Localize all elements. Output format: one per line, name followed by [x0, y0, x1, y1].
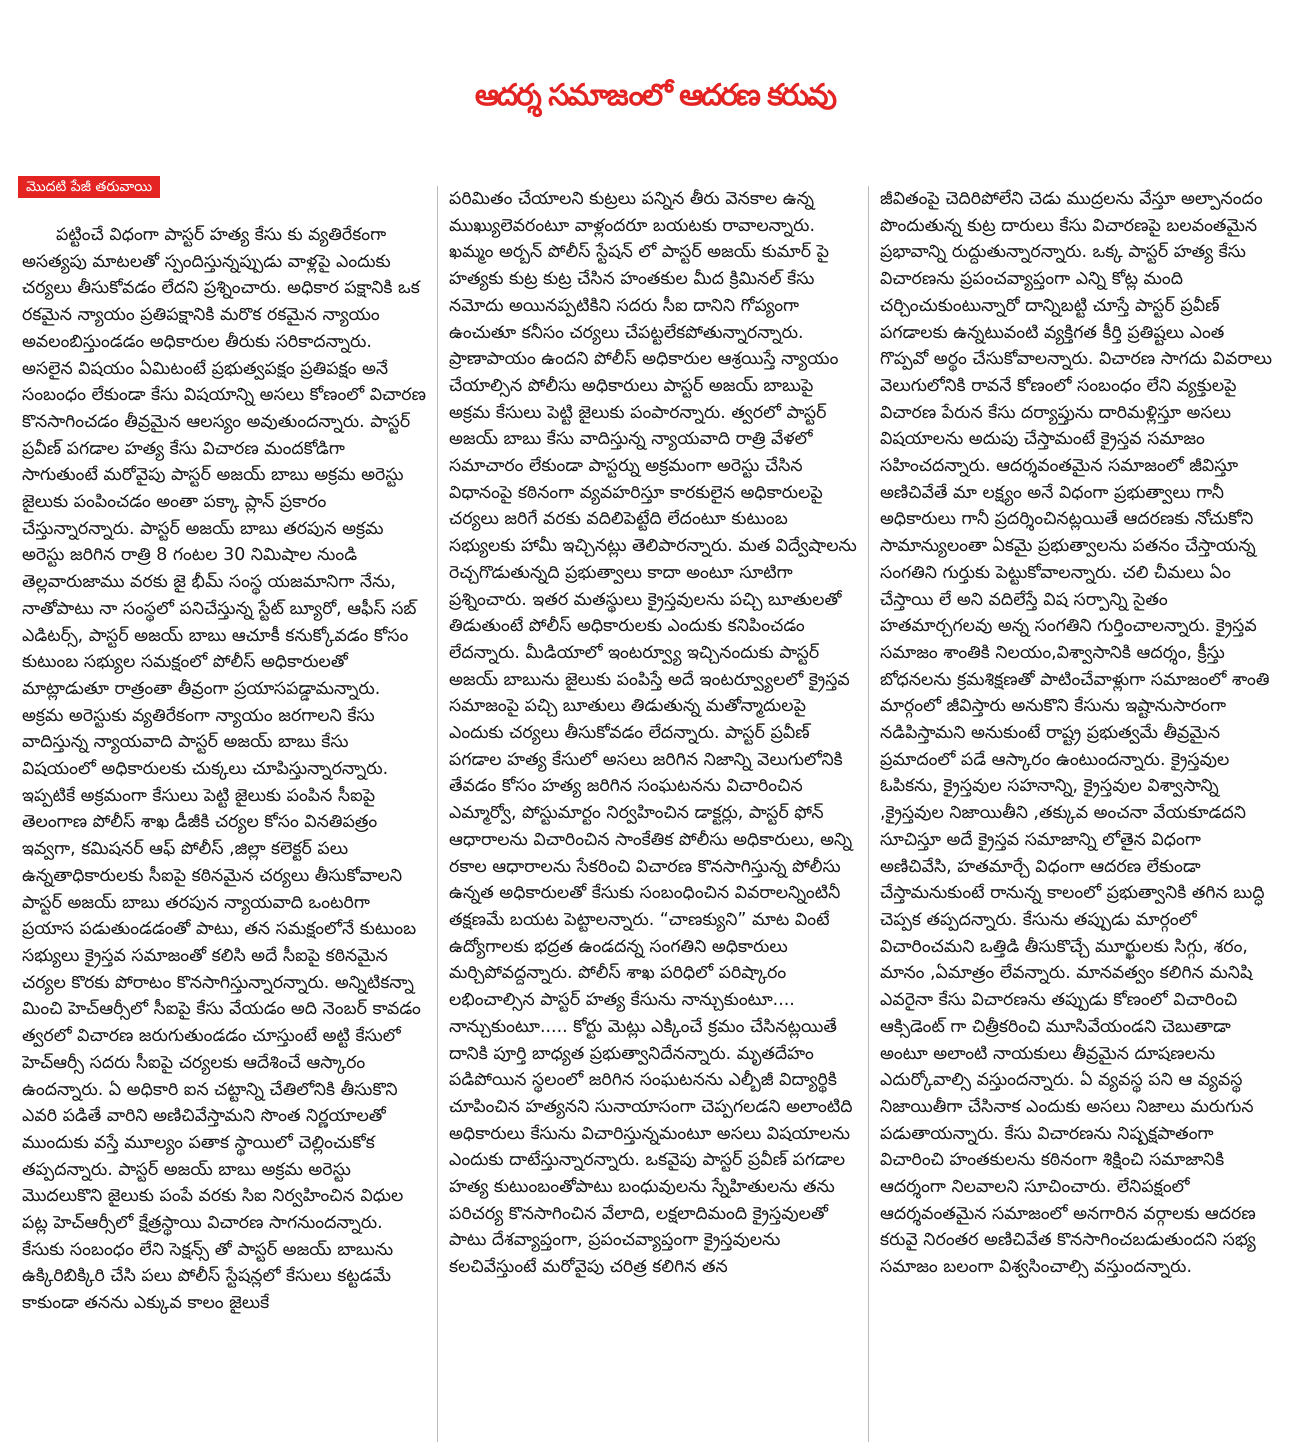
article-column-3: జీవితంపై చెదిరిపోలేని చెడు ముద్రలను వేస్తూ అల్పానందం పొందుతున్న కుట్ర దారులు కేసు విచారణపై బలవంతమైన ప్రభావాన్ని రుద్దుతున్నారన్నారు. ఒక్క పాస్టర్ హత్య కేసు విచారణను ప్రపంచవ్యాప్తంగా ఎన్ని కోట్ల మంది చర్చించుకుంటున్నారో దాన్నిబట్టి చూస్తే పాస్టర్ ప్రవీణ్ పగడాలకు ఉన్నటువంటి వ్యక్తిగత కీర్తి ప్రతిష్టలు ఎంత గొప్పవో అర్థం చేసుకోవాలన్నారు. విచారణ సాగదు వివరాలు వెలుగులోనికి రావనే కోణంలో సంబంధం లేని వ్యక్తులపై విచారణ పేరున కేసు దర్యాప్తును దారిమళ్లిస్తూ అసలు విషయాలను అదుపు చేస్తామంటే క్రైస్తవ సమాజం సహించదన్నారు. ఆదర్శవంతమైన సమాజంలో జీవిస్తూ అణిచివేతే మా లక్ష్యం అనే విధంగా ప్రభుత్వాలు గానీ అధికారులు గానీ ప్రదర్శించినట్లయితే ఆదరణకు నోచుకోని సామాన్యులంతా ఏకమై ప్రభుత్వాలను పతనం చేస్తాయన్న సంగతిని గుర్తుకు పెట్టుకోవాలన్నారు. చలి చీమలు ఏం చేస్తాయి లే అని వదిలేస్తే విష సర్పాన్ని సైతం హతమార్చగలవు అన్న సంగతిని గుర్తించాలన్నారు. క్రైస్తవ సమాజం శాంతికి నిలయం,విశ్వాసానికి ఆదర్శం, క్రీస్తు బోధనలను క్రమశిక్షణతో పాటించేవాళ్లుగా సమాజంలో శాంతి మార్గంలో జీవిస్తారు అనుకొని కేసును ఇష్టానుసారంగా నడిపిస్తామని అనుకుంటే రాష్ట్ర ప్రభుత్వమే తీవ్రమైన ప్రమాదంలో పడే ఆస్కారం ఉంటుందన్నారు. క్రైస్తవుల ఓపికను, క్రైస్తవుల సహనాన్ని, క్రైస్తవుల విశ్వాసాన్ని ,క్రైస్తవుల నిజాయితీని ,తక్కువ అంచనా వేయకూడదని సూచిస్తూ అదే క్రైస్తవ సమాజాన్ని లోతైన విధంగా అణిచివేసి, హతమార్చే విధంగా ఆదరణ లేకుండా చేస్తామనుకుంటే రానున్న కాలంలో ప్రభుత్వానికి తగిన బుద్ధి చెప్పక తప్పదన్నారు. కేసును తప్పుడు మార్గంలో విచారించమని ఒత్తిడి తీసుకొచ్చే మూర్ఖులకు సిగ్గు, శరం, మానం ,ఏమాత్రం లేవన్నారు. మానవత్వం కలిగిన మనిషి ఎవరైనా కేసు విచారణను తప్పుడు కోణంలో విచారించి ఆక్సిడెంట్ గా చిత్రీకరించి మూసివేయండని చెబుతాడా అంటూ అలాంటి నాయకులు తీవ్రమైన దూషణలను ఎదుర్కోవాల్సి వస్తుందన్నారు. ఏ వ్యవస్థ పని ఆ వ్యవస్థ నిజాయితీగా చేసినాక ఎందుకు అసలు నిజాలు మరుగున పడుతాయన్నారు. కేసు విచారణను నిష్పక్షపాతంగా విచారించి హంతకులను కఠినంగా శిక్షించి సమాజానికి ఆదర్శంగా నిలవాలని సూచించారు. లేనిపక్షంలో ఆదర్శవంతమైన సమాజంలో అనగారిన వర్గాలకు ఆదరణ కరువై నిరంతర అణిచివేత కొనసాగించబడుతుందని సభ్య సమాజం బలంగా విశ్వసించాల్సి వస్తుందన్నారు. [880, 189, 1272, 1278]
column-divider [868, 186, 869, 1442]
article-column-1: పట్టించే విధంగా పాస్టర్ హత్య కేసు కు వ్యతిరేకంగా అసత్యపు మాటలతో స్పందిస్తున్నప్పుడు వాళ్లపై ఎందుకు చర్యలు తీసుకోవడం లేదని ప్రశ్నించారు. అధికార పక్షానికి ఒక రకమైన న్యాయం ప్రతిపక్షానికి మరొక రకమైన న్యాయం అవలంబిస్తుండడం అధికారుల తీరుకు సరికాదన్నారు. అసలైన విషయం ఏమిటంటే ప్రభుత్వపక్షం ప్రతిపక్షం అనే సంబంధం లేకుండా కేసు విషయాన్ని అసలు కోణంలో విచారణ కొనసాగించడం తీవ్రమైన ఆలస్యం అవుతుందన్నారు. పాస్టర్ ప్రవీణ్ పగడాల హత్య కేసు విచారణ మందకోడిగా సాగుతుంటే మరోవైపు పాస్టర్ అజయ్ బాబు అక్రమ అరెస్టు జైలుకు పంపించడం అంతా పక్కా ప్లాన్ ప్రకారం చేస్తున్నారన్నారు. పాస్టర్ అజయ్ బాబు తరపున అక్రమ అరెస్టు జరిగిన రాత్రి 8 గంటల 30 నిమిషాల నుండి తెల్లవారుజాము వరకు జై భీమ్ సంస్థ యజమానిగా నేను, నాతోపాటు నా సంస్థలో పనిచేస్తున్న స్టేట్ బ్యూరో, ఆఫీస్ సబ్ ఎడిటర్స్, పాస్టర్ అజయ్ బాబు ఆచూకీ కనుక్కోవడం కోసం కుటుంబ సభ్యుల సమక్షంలో పోలీస్ అధికారులతో మాట్లాడుతూ రాత్రంతా తీవ్రంగా ప్రయాసపడ్డామన్నారు. అక్రమ అరెస్టుకు వ్యతిరేకంగా న్యాయం జరగాలని కేసు వాదిస్తున్న న్యాయవాది పాస్టర్ అజయ్ బాబు కేసు విషయంలో అధికారులకు చుక్కలు చూపిస్తున్నారన్నారు. ఇప్పటికే అక్రమంగా కేసులు పెట్టి జైలుకు పంపిన సీఐపై తెలంగాణ పోలీస్ శాఖ డీజీకి చర్యల కోసం వినతిపత్రం ఇవ్వగా, కమిషనర్ ఆఫ్ పోలీస్ ,జిల్లా కలెక్టర్ పలు ఉన్నతాధికారులకు సీఐపై కఠినమైన చర్యలు తీసుకోవాలని పాస్టర్ అజయ్ బాబు తరపున న్యాయవాది ఒంటరిగా ప్రయాస పడుతుండడంతో పాటు, తన సమక్షంలోనే కుటుంబ సభ్యులు క్రైస్తవ సమాజంతో కలిసి అదే సీఐపై కఠినమైన చర్యల కొరకు పోరాటం కొనసాగిస్తున్నారన్నారు. అన్నిటికన్నా మించి హెచ్ఆర్సీలో సీఐపై కేసు వేయడం అది నెంబర్ కావడం త్వరలో విచారణ జరుగుతుండడం చూస్తుంటే అట్టి కేసులో హెచ్ఆర్సీ సదరు సీఐపై చర్యలకు ఆదేశించే ఆస్కారం ఉందన్నారు. ఏ అధికారి ఐన చట్టాన్ని చేతిలోనికి తీసుకొని ఎవరి పడితే వారిని అణిచివేస్తామని సొంత నిర్ణయాలతో ముందుకు వస్తే మూల్యం పతాక స్థాయిలో చెల్లించుకోక తప్పదన్నారు. పాస్టర్ అజయ్ బాబు అక్రమ అరెస్టు మొదలుకొని జైలుకు పంపే వరకు సిఐ నిర్వహించిన విధుల పట్ల హెచ్ఆర్సీలో క్షేత్రస్థాయి విచారణ సాగనుందన్నారు. కేసుకు సంబంధం లేని సెక్షన్స్ తో పాస్టర్ అజయ్ బాబును ఉక్కిరిబిక్కిరి చేసి పలు పోలీస్ స్టేషన్లలో కేసులు కట్టడమే కాకుండా తనను ఎక్కువ కాలం జైలుకే [22, 225, 426, 1314]
column-divider [437, 186, 438, 1442]
article-column-2: పరిమితం చేయాలని కుట్రలు పన్నిన తీరు వెనకాల ఉన్న ముఖ్యులెవరంటూ వాళ్లందరూ బయటకు రావాలన్నారు. ఖమ్మం అర్బన్ పోలీస్ స్టేషన్ లో పాస్టర్ అజయ్ కుమార్ పై హత్యకు కుట్ర కుట్ర చేసిన హంతకుల మీద క్రిమినల్ కేసు నమోదు అయినప్పటికిని సదరు సీఐ దానిని గోప్యంగా ఉంచుతూ కనీసం చర్యలు చేపట్టలేకపోతున్నారన్నారు. ప్రాణాపాయం ఉందని పోలీస్ అధికారుల ఆశ్రయిస్తే న్యాయం చేయాల్సిన పోలీసు అధికారులు పాస్టర్ అజయ్ బాబుపై అక్రమ కేసులు పెట్టి జైలుకు పంపారన్నారు. త్వరలో పాస్టర్ అజయ్ బాబు కేసు వాదిస్తున్న న్యాయవాది రాత్రి వేళలో సమాచారం లేకుండా పాస్టర్ను అక్రమంగా అరెస్టు చేసిన విధానంపై కఠినంగా వ్యవహరిస్తూ కారకులైన అధికారులపై చర్యలు జరిగే వరకు వదిలిపెట్టేది లేదంటూ కుటుంబ సభ్యులకు హామీ ఇచ్చినట్లు తెలిపారన్నారు. మత విద్వేషాలను రెచ్చగొడుతున్నది ప్రభుత్వాలు కాదా అంటూ సూటిగా ప్రశ్నించారు. ఇతర మతస్థులు క్రైస్తవులను పచ్చి బూతులతో తిడుతుంటే పోలీస్ అధికారులకు ఎందుకు కనిపించడం లేదన్నారు. మీడియాలో ఇంటర్వ్యూ ఇచ్చినందుకు పాస్టర్ అజయ్ బాబును జైలుకు పంపిస్తే అదే ఇంటర్వ్యూలలో క్రైస్తవ సమాజంపై పచ్చి బూతులు తిడుతున్న మతోన్మాదులపై ఎందుకు చర్యలు తీసుకోవడం లేదన్నారు. పాస్టర్ ప్రవీణ్ పగడాల హత్య కేసులో అసలు జరిగిన నిజాన్ని వెలుగులోనికి తేవడం కోసం హత్య జరిగిన సంఘటనను విచారించిన ఎమ్మార్వో, పోస్టుమార్టం నిర్వహించిన డాక్టర్లు, పాస్టర్ ఫోన్ ఆధారాలను విచారించిన సాంకేతిక పోలీసు అధికారులు, అన్ని రకాల ఆధారాలను సేకరించి విచారణ కొనసాగిస్తున్న పోలీసు ఉన్నత అధికారులతో కేసుకు సంబంధించిన వివరాలన్నింటినీ తక్షణమే బయట పెట్టాలన్నారు. “చాణక్యుని” మాట వింటే ఉద్యోగాలకు భద్రత ఉండదన్న సంగతిని అధికారులు మర్చిపోవద్దన్నారు. పోలీస్ శాఖ పరిధిలో పరిష్కారం లభించాల్సిన పాస్టర్ హత్య కేసును నాన్చుకుంటూ.... నాన్చుకుంటూ..... కోర్టు మెట్లు ఎక్కించే క్రమం చేసినట్లయితే దానికి పూర్తి బాధ్యత ప్రభుత్వానిదేనన్నారు. మృతదేహం పడిపోయిన స్థలంలో జరిగిన సంఘటనను ఎల్బీజీ విద్యార్థికి చూపించిన హత్యనని సునాయాసంగా చెప్పగలడని అలాంటిది అధికారులు కేసును విచారిస్తున్నమంటూ అసలు విషయాలను ఎందుకు దాటేస్తున్నారన్నారు. ఒకవైపు పాస్టర్ ప్రవీణ్ పగడాల హత్య కుటుంబంతోపాటు బంధువులను స్నేహితులను తను పరిచర్య కొనసాగించిన వేలాది, లక్షలాదిమంది క్రైస్తవులతో పాటు దేశవ్యాప్తంగా, ప్రపంచవ్యాప్తంగా క్రైస్తవులను కలచివేస్తుంటే మరోవైపు చరిత్ర కలిగిన తన [449, 189, 857, 1278]
headline: ఆదర్శ సమాజంలో ఆదరణ కరువు [474, 78, 836, 113]
continued-from-front-page-label: మొదటి పేజీ తరువాయి [18, 176, 160, 198]
